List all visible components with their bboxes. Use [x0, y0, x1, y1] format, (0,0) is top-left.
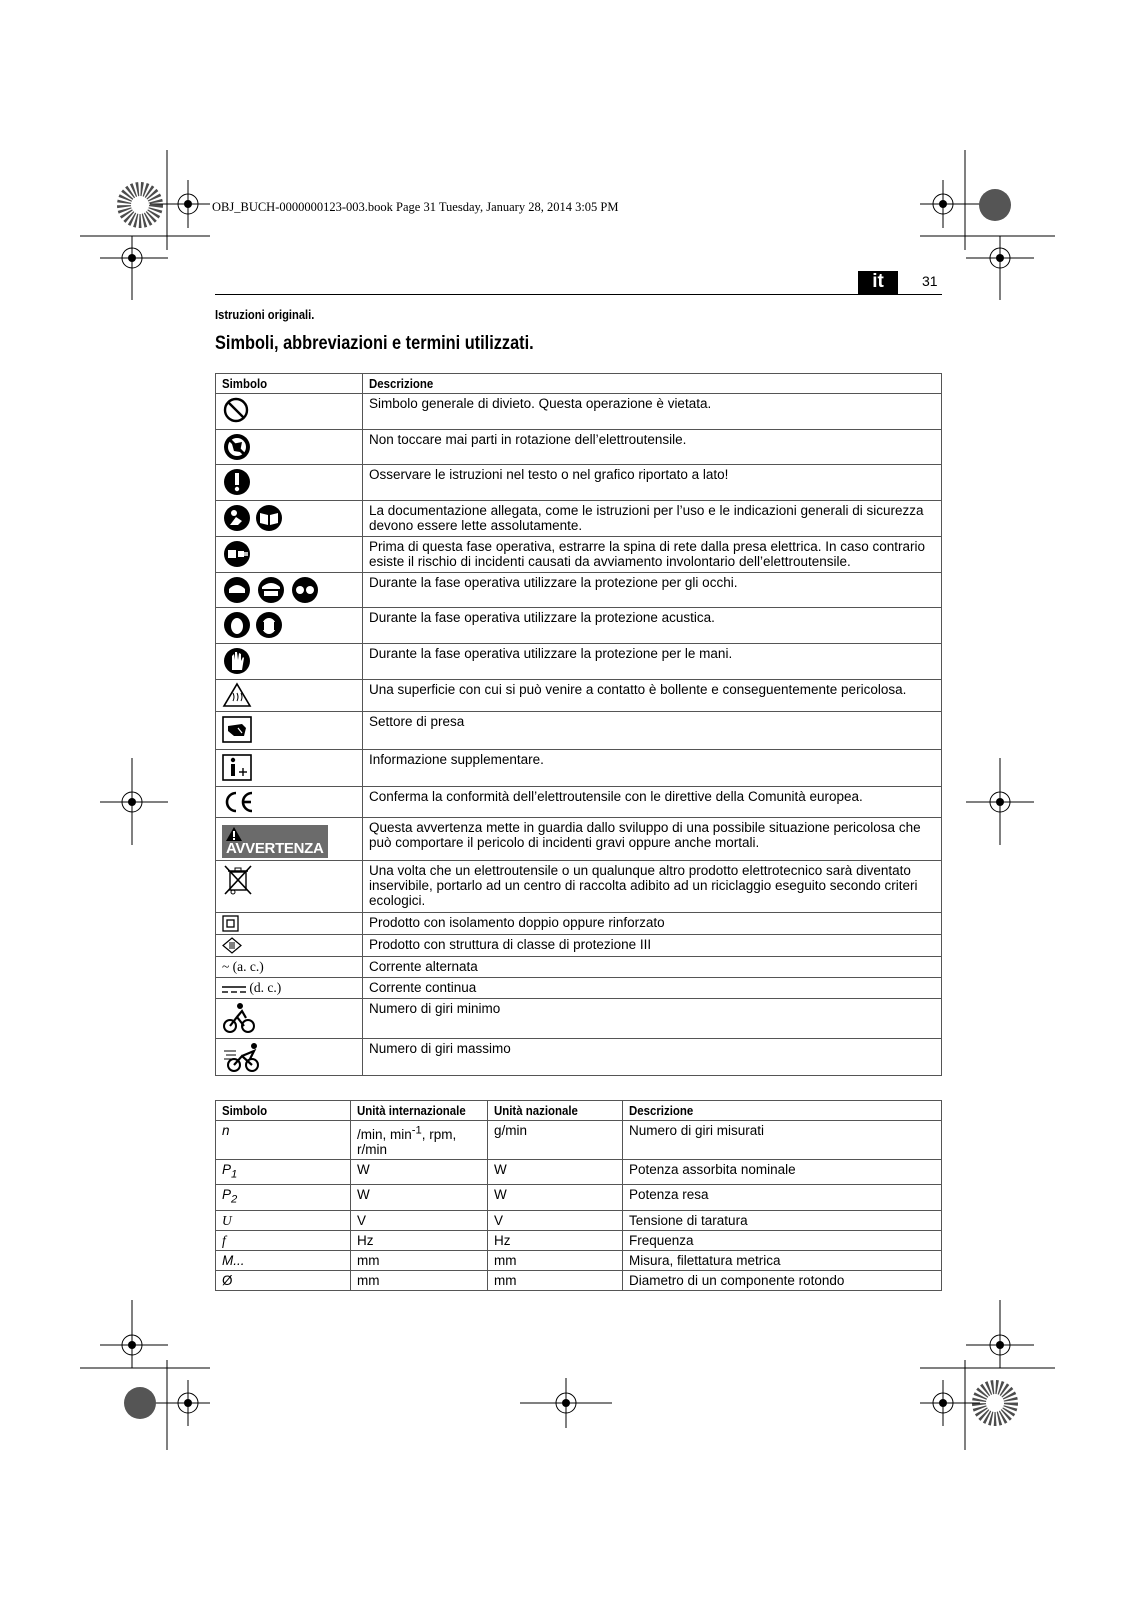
intl-unit-cell: W: [351, 1159, 488, 1185]
table-header-row: [216, 374, 942, 394]
warning-triangle-icon: [226, 827, 242, 841]
table-row: [216, 787, 942, 818]
symbol-cell: [216, 787, 363, 818]
table-row: [216, 501, 942, 537]
table-row: [216, 644, 942, 680]
read-manual-icons: [222, 503, 286, 533]
description-cell: Non toccare mai parti in rotazione dell’elettroutensile.: [363, 430, 942, 465]
description-cell: Numero di giri massimo: [363, 1039, 942, 1076]
max-speed-cyclist-icon: [222, 1041, 262, 1073]
column-header: Unità nazionale: [488, 1101, 623, 1121]
ce-mark-icon: [222, 789, 256, 815]
symbol-cell: [216, 537, 363, 573]
column-header: Simbolo: [216, 374, 363, 394]
description-cell: Simbolo generale di divieto. Questa operazione è vietata.: [363, 394, 942, 430]
description-cell: Durante la fase operativa utilizzare la protezione per gli occhi.: [363, 573, 942, 608]
description-cell: Una superficie con cui si può venire a contatto è bollente e conseguentemente pericolosa.: [363, 680, 942, 712]
description-cell: Durante la fase operativa utilizzare la protezione acustica.: [363, 608, 942, 644]
table-row: [216, 1250, 942, 1270]
description-cell: Durante la fase operativa utilizzare la protezione per le mani.: [363, 644, 942, 680]
table-row: [216, 1230, 942, 1250]
dc-icon: [222, 984, 246, 994]
unit-description-cell: Potenza resa: [623, 1185, 942, 1211]
symbol-cell: [216, 573, 363, 608]
table-row: [216, 957, 942, 978]
symbol-cell: [216, 644, 363, 680]
description-cell: Corrente continua: [363, 978, 942, 999]
symbol-cell: [216, 680, 363, 712]
description-cell: Prima di questa fase operativa, estrarre la spina di rete dalla presa elettrica. In caso contrario esiste il rischio di incidenti causati da avviamento involontario dell’elettroutensile.: [363, 537, 942, 573]
table-row: [216, 913, 942, 935]
unit-symbol-cell: Ø: [216, 1270, 351, 1290]
national-unit-cell: g/min: [488, 1121, 623, 1160]
intl-unit-cell: mm: [351, 1250, 488, 1270]
column-header: Simbolo: [216, 1101, 351, 1121]
warning-label: AVVERTENZA: [222, 825, 328, 858]
national-unit-cell: mm: [488, 1250, 623, 1270]
description-cell: Questa avvertenza mette in guardia dallo sviluppo di una possibile situazione pericolosa che può comportare il pericolo di incidenti gravi oppure anche mortali.: [363, 818, 942, 861]
unit-description-cell: Diametro di un componente rotondo: [623, 1270, 942, 1290]
table-row: [216, 1270, 942, 1290]
table-row: [216, 430, 942, 465]
unit-description-cell: Numero di giri misurati: [623, 1121, 942, 1160]
info-plus-icon: [222, 752, 252, 782]
unit-description-cell: Frequenza: [623, 1230, 942, 1250]
symbol-cell: [216, 1039, 363, 1076]
symbol-cell: [216, 394, 363, 430]
unit-description-cell: Misura, filettatura metrica: [623, 1250, 942, 1270]
exclamation-icon: [222, 467, 252, 497]
symbol-cell: [216, 501, 363, 537]
description-cell: Prodotto con isolamento doppio oppure rinforzato: [363, 913, 942, 935]
symbol-cell: [216, 608, 363, 644]
intl-unit-cell: Hz: [351, 1230, 488, 1250]
symbol-cell: [216, 818, 363, 861]
symbol-cell: [216, 978, 363, 999]
symbol-cell: ~ (a. c.): [216, 957, 363, 978]
unit-symbol-cell: f: [216, 1230, 351, 1250]
unit-symbol-cell: $P_1$: [216, 1159, 351, 1185]
table-row: [216, 680, 942, 712]
symbol-cell: [216, 913, 363, 935]
section-title: Simboli, abbreviazioni e termini utilizzati.: [215, 333, 534, 354]
weee-bin-icon: [222, 863, 254, 897]
header-rule: [215, 294, 942, 295]
description-cell: Prodotto con struttura di classe di protezione III: [363, 935, 942, 957]
eye-protection-icons: [222, 575, 320, 605]
intl-unit-cell: mm: [351, 1270, 488, 1290]
intl-unit-cell: [351, 1121, 488, 1160]
table-row: [216, 818, 942, 861]
table-row: [216, 1210, 942, 1230]
national-unit-cell: mm: [488, 1270, 623, 1290]
description-cell: Una volta che un elettroutensile o un qualunque altro prodotto elettrotecnico sarà diventato inservibile, portarlo ad un centro di raccolta adibito ad un riciclaggio eseguito secondo criteri ecologici.: [363, 861, 942, 913]
symbol-cell: [216, 861, 363, 913]
column-header: Descrizione: [623, 1101, 942, 1121]
table-row: [216, 608, 942, 644]
symbol-cell: [216, 712, 363, 750]
intl-unit-text: /min, $\min^{-1}$, rpm, r/min: [357, 1124, 457, 1157]
unit-symbol-cell: M...: [216, 1250, 351, 1270]
double-insulation-icon: [222, 915, 240, 932]
national-unit-cell: W: [488, 1185, 623, 1211]
column-header: Descrizione: [363, 374, 942, 394]
unplug-icon: [222, 539, 252, 569]
hand-protection-icon: [222, 646, 252, 676]
table-row: [216, 573, 942, 608]
description-cell: Conferma la conformità dell’elettroutensile con le direttive della Comunità europea.: [363, 787, 942, 818]
symbol-cell: [216, 465, 363, 501]
symbol-cell: [216, 935, 363, 957]
national-unit-cell: Hz: [488, 1230, 623, 1250]
grip-area-icon: [222, 714, 252, 744]
table-row: [216, 935, 942, 957]
hot-surface-icon: [222, 682, 252, 708]
table-row: [216, 465, 942, 501]
description-cell: Osservare le istruzioni nel testo o nel grafico riportato a lato!: [363, 465, 942, 501]
unit-description-cell: Potenza assorbita nominale: [623, 1159, 942, 1185]
table-row: [216, 1039, 942, 1076]
units-table: [215, 1100, 942, 1291]
table-row: [216, 394, 942, 430]
table-row: [216, 1159, 942, 1185]
prohibition-icon: [222, 396, 250, 424]
do-not-touch-rotating-icon: [222, 432, 252, 462]
description-cell: Numero di giri minimo: [363, 999, 942, 1039]
intl-unit-cell: W: [351, 1185, 488, 1211]
national-unit-cell: W: [488, 1159, 623, 1185]
ear-protection-icons: [222, 610, 286, 640]
class-iii-icon: [222, 937, 242, 954]
intl-unit-cell: V: [351, 1210, 488, 1230]
table-row: [216, 712, 942, 750]
table-row: [216, 978, 942, 999]
symbol-cell: [216, 430, 363, 465]
description-cell: Corrente alternata: [363, 957, 942, 978]
unit-symbol-cell: $P_2$: [216, 1185, 351, 1211]
symbols-table: [215, 373, 942, 1076]
symbol-cell: [216, 999, 363, 1039]
unit-symbol-cell: n: [216, 1121, 351, 1160]
description-cell: La documentazione allegata, come le istruzioni per l’uso e le indicazioni generali di sicurezza devono essere lette assolutamente.: [363, 501, 942, 537]
table-header-row: [216, 1101, 942, 1121]
table-row: [216, 1185, 942, 1211]
original-instructions-label: Istruzioni originali.: [215, 307, 315, 322]
print-header: OBJ_BUCH-0000000123-003.book Page 31 Tuesday, January 28, 2014 3:05 PM: [212, 200, 619, 214]
unit-symbol-cell: U: [216, 1210, 351, 1230]
language-badge: it: [858, 271, 898, 294]
table-row: [216, 999, 942, 1039]
national-unit-cell: V: [488, 1210, 623, 1230]
description-cell: Settore di presa: [363, 712, 942, 750]
min-speed-cyclist-icon: [222, 1001, 256, 1035]
table-row: [216, 861, 942, 913]
table-row: [216, 537, 942, 573]
symbol-cell: [216, 750, 363, 787]
table-row: [216, 750, 942, 787]
dc-label: (d. c.): [249, 980, 282, 995]
column-header: Unità internazionale: [351, 1101, 488, 1121]
unit-description-cell: Tensione di taratura: [623, 1210, 942, 1230]
table-row: [216, 1121, 942, 1160]
page-number: 31: [922, 273, 938, 289]
description-cell: Informazione supplementare.: [363, 750, 942, 787]
